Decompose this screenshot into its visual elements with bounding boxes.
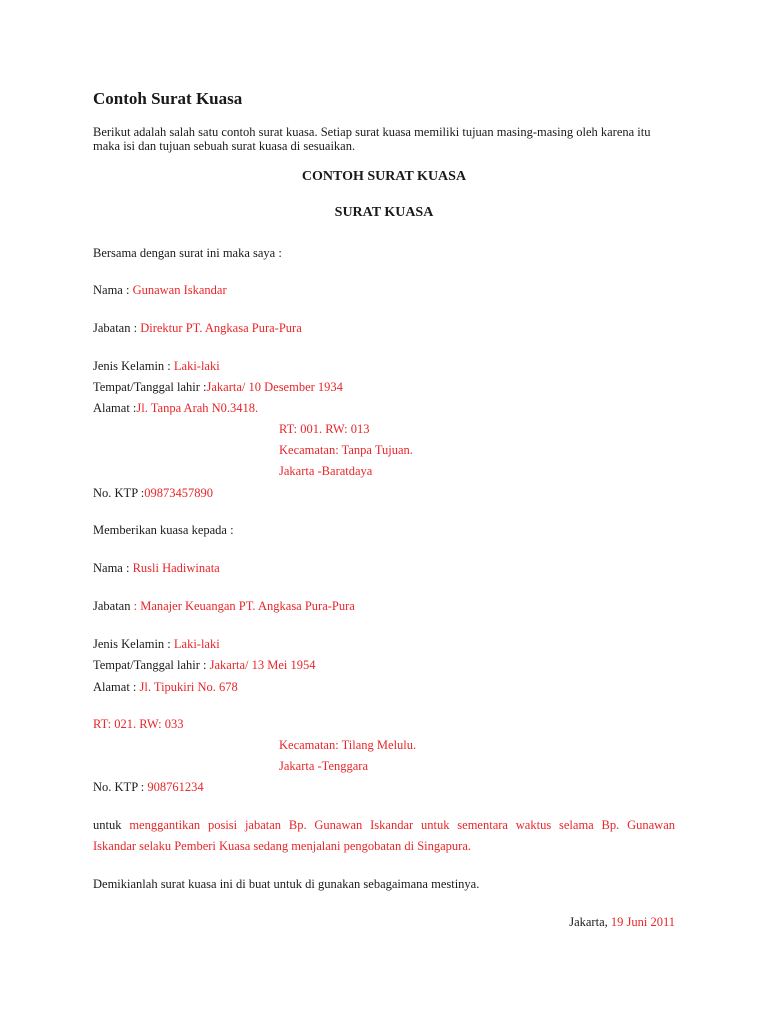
place: Jakarta, — [569, 915, 611, 929]
receiver-birth-row — [93, 657, 316, 673]
giver-city: Jakarta -Baratdaya — [279, 464, 373, 478]
receiver-birth: Jakarta/ 13 Mei 1954 — [209, 658, 316, 672]
receiver-ktp-row — [93, 779, 204, 795]
giver-jabatan-label: Jabatan : — [93, 321, 141, 335]
receiver-gender-label: Jenis Kelamin : — [93, 637, 174, 651]
giver-birth-row — [93, 379, 343, 395]
intro-line-1: Berikut adalah salah satu contoh surat kuasa. Setiap surat kuasa memiliki tujuan masing-masing oleh karena itu — [93, 125, 651, 139]
receiver-address: Jl. Tipukiri No. 678 — [139, 680, 238, 694]
giver-jabatan: Direktur PT. Angkasa Pura-Pura — [140, 321, 302, 335]
giver-name-label: Nama : — [93, 283, 133, 297]
heading-contoh: CONTOH SURAT KUASA — [301, 169, 467, 184]
receiver-address-row — [93, 679, 238, 695]
receiver-ktp-label: No. KTP : — [93, 780, 148, 794]
giver-address: Jl. Tanpa Arah N0.3418. — [136, 401, 259, 415]
giver-kecamatan: Kecamatan: Tanpa Tujuan. — [279, 443, 413, 457]
receiver-jabatan: : Manajer Keuangan PT. Angkasa Pura-Pura — [130, 599, 355, 613]
giver-name-row — [93, 282, 227, 298]
receiver-city: Jakarta -Tenggara — [279, 759, 369, 773]
giver-gender: Laki-laki — [173, 359, 220, 373]
transition-line: Memberikan kuasa kepada : — [93, 523, 234, 537]
date: 19 Juni 2011 — [610, 915, 675, 929]
heading-surat-kuasa: SURAT KUASA — [334, 205, 434, 220]
page-title: Contoh Surat Kuasa — [93, 89, 243, 108]
giver-gender-row — [93, 358, 220, 374]
purpose-prefix: untuk — [93, 818, 122, 832]
receiver-name: Rusli Hadiwinata — [132, 561, 220, 575]
purpose-text-1: menggantikan posisi jabatan Bp. Gunawan Iskandar untuk sementara waktus selama Bp. Gunawan — [129, 818, 675, 832]
receiver-name-row — [93, 560, 220, 576]
receiver-address-label: Alamat : — [93, 680, 140, 694]
place-date-row — [470, 914, 675, 930]
giver-birth: Jakarta/ 10 Desember 1934 — [206, 380, 343, 394]
purpose-line-1 — [93, 817, 675, 833]
receiver-kecamatan: Kecamatan: Tilang Melulu. — [279, 738, 417, 752]
receiver-name-label: Nama : — [93, 561, 133, 575]
receiver-jabatan-row — [93, 598, 355, 614]
giver-ktp-row — [93, 485, 213, 501]
receiver-rt-rw: RT: 021. RW: 033 — [93, 717, 184, 731]
receiver-ktp: 908761234 — [147, 780, 204, 794]
closing-line: Demikianlah surat kuasa ini di buat untuk di gunakan sebagaimana mestinya. — [93, 877, 480, 891]
giver-rt-rw: RT: 001. RW: 013 — [279, 422, 370, 436]
receiver-jabatan-label: Jabatan — [93, 599, 131, 613]
giver-address-label: Alamat : — [93, 401, 137, 415]
giver-ktp: 09873457890 — [144, 486, 214, 500]
giver-name: Gunawan Iskandar — [132, 283, 227, 297]
opening-line: Bersama dengan surat ini maka saya : — [93, 246, 282, 260]
giver-ktp-label: No. KTP : — [93, 486, 145, 500]
intro-line-2: maka isi dan tujuan sebuah surat kuasa di sesuaikan. — [93, 139, 356, 153]
giver-birth-label: Tempat/Tanggal lahir : — [93, 380, 207, 394]
receiver-birth-label: Tempat/Tanggal lahir : — [93, 658, 210, 672]
giver-jabatan-row — [93, 320, 302, 336]
giver-gender-label: Jenis Kelamin : — [93, 359, 174, 373]
purpose-line-2: Iskandar selaku Pemberi Kuasa sedang menjalani pengobatan di Singapura. — [93, 839, 472, 853]
receiver-gender-row — [93, 636, 220, 652]
giver-address-row — [93, 400, 258, 416]
receiver-gender: Laki-laki — [173, 637, 220, 651]
